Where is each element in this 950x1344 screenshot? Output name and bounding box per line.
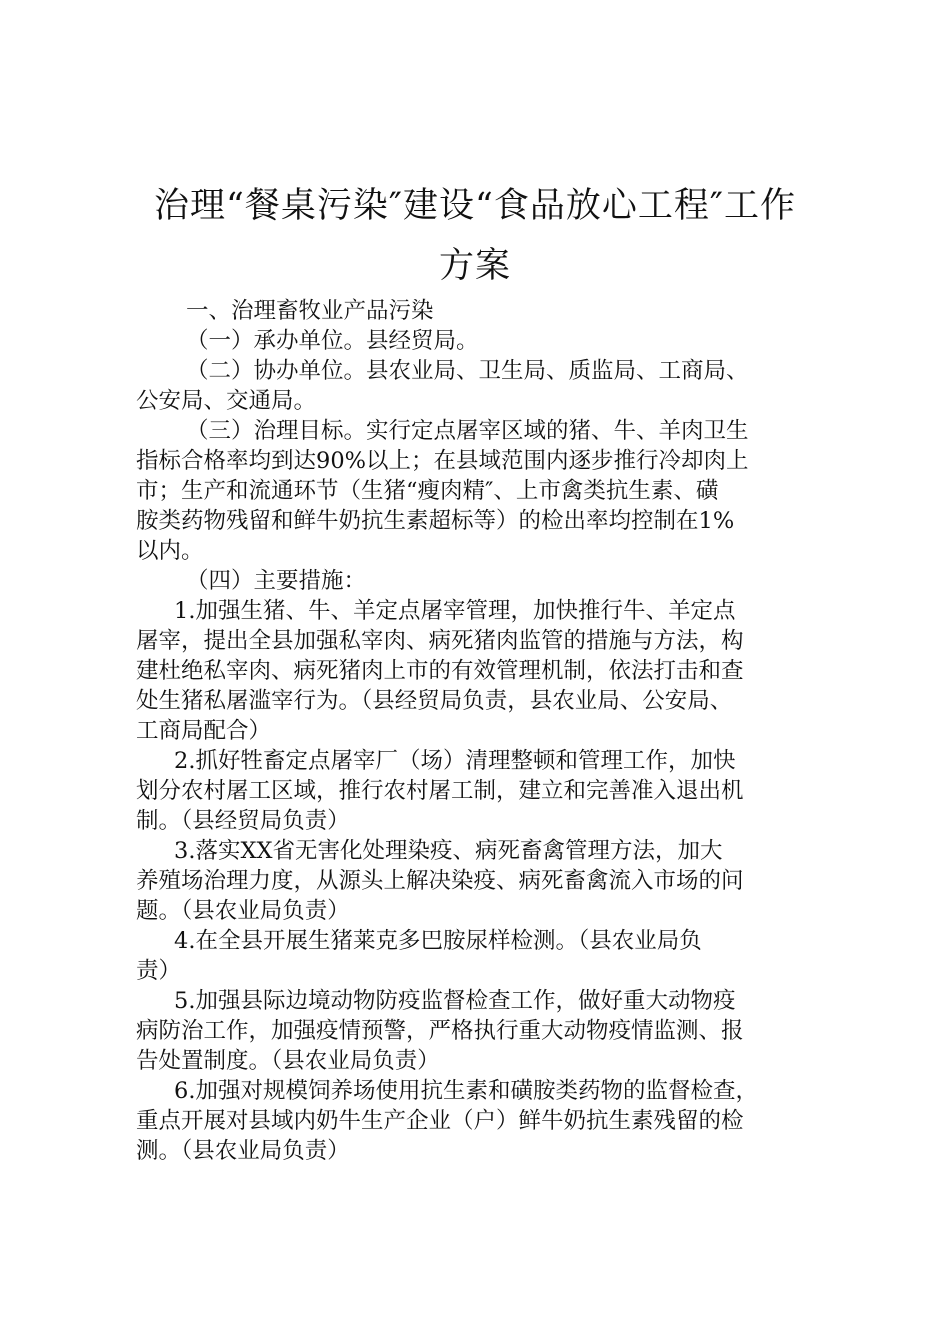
document-body — [136, 296, 826, 1166]
text-line: 病防治工作，加强疫情预警，严格执行重大动物疫情监测、报 — [136, 1018, 744, 1044]
text-line: 以内。 — [136, 538, 204, 564]
text-line: 胺类药物残留和鲜牛奶抗生素超标等）的检出率均控制在1% — [136, 508, 735, 534]
measure-item-6 — [136, 1076, 826, 1166]
text-line: 2.抓好牲畜定点屠宰厂（场）清理整顿和管理工作，加快 — [174, 748, 736, 774]
text-line: 屠宰，提出全县加强私宰肉、病死猪肉监管的措施与方法，构 — [136, 628, 744, 654]
text-line: 告处置制度。（县农业局负责） — [136, 1048, 440, 1074]
text-line: 公安局、交通局。 — [136, 388, 317, 414]
paragraph-measures-heading — [136, 566, 826, 596]
paragraph-assist-units — [136, 356, 826, 416]
text-line: 1.加强生猪、牛、羊定点屠宰管理，加快推行牛、羊定点 — [174, 598, 736, 624]
measure-item-3 — [136, 836, 826, 926]
text-line: 处生猪私屠滥宰行为。（县经贸局负责，县农业局、公安局、 — [136, 688, 733, 714]
section-heading — [136, 296, 826, 326]
text-line: 工商局配合） — [136, 718, 272, 744]
measure-item-4 — [136, 926, 826, 986]
text-line: 4.在全县开展生猪莱克多巴胺尿样检测。（县农业局负 — [174, 928, 702, 954]
text-line: 责） — [136, 958, 182, 984]
text-line: 3.落实XX省无害化处理染疫、病死畜禽管理方法，加大 — [174, 838, 723, 864]
document-title-line1: 治理“餐桌污染″建设“食品放心工程″工作 — [154, 186, 796, 226]
text-line: 养殖场治理力度，从源头上解决染疫、病死畜禽流入市场的问 — [136, 868, 744, 894]
measure-item-2 — [136, 746, 826, 836]
text-line: （三）治理目标。实行定点屠宰区域的猪、牛、羊肉卫生 — [186, 418, 749, 444]
text-line: 建杜绝私宰肉、病死猪肉上市的有效管理机制，依法打击和查 — [136, 658, 744, 684]
measure-item-1 — [136, 596, 826, 746]
text-line: 测。（县农业局负责） — [136, 1138, 350, 1164]
text-line: 划分农村屠工区域，推行农村屠工制，建立和完善准入退出机 — [136, 778, 744, 804]
text-line: 指标合格率均到达90%以上；在县域范围内逐步推行冷却肉上 — [136, 448, 749, 474]
text-line: 题。（县农业局负责） — [136, 898, 350, 924]
document-title-line2: 方案 — [438, 246, 511, 286]
text-line: 一、治理畜牧业产品污染 — [186, 298, 434, 324]
text-line: 市；生产和流通环节（生猪“瘦肉精″、上市禽类抗生素、磺 — [136, 478, 719, 504]
text-line: （四）主要措施： — [186, 568, 367, 594]
text-line: （二）协办单位。县农业局、卫生局、质监局、工商局、 — [186, 358, 749, 384]
text-line: （一）承办单位。县经贸局。 — [186, 328, 479, 354]
text-line: 5.加强县际边境动物防疫监督检查工作，做好重大动物疫 — [174, 988, 736, 1014]
text-line: 制。（县经贸局负责） — [136, 808, 350, 834]
text-line: 6.加强对规模饲养场使用抗生素和磺胺类药物的监督检查， — [174, 1078, 758, 1104]
measure-item-5 — [136, 986, 826, 1076]
paragraph-host-unit — [136, 326, 826, 356]
paragraph-targets — [136, 416, 826, 566]
text-line: 重点开展对县域内奶牛生产企业（户）鲜牛奶抗生素残留的检 — [136, 1108, 744, 1134]
